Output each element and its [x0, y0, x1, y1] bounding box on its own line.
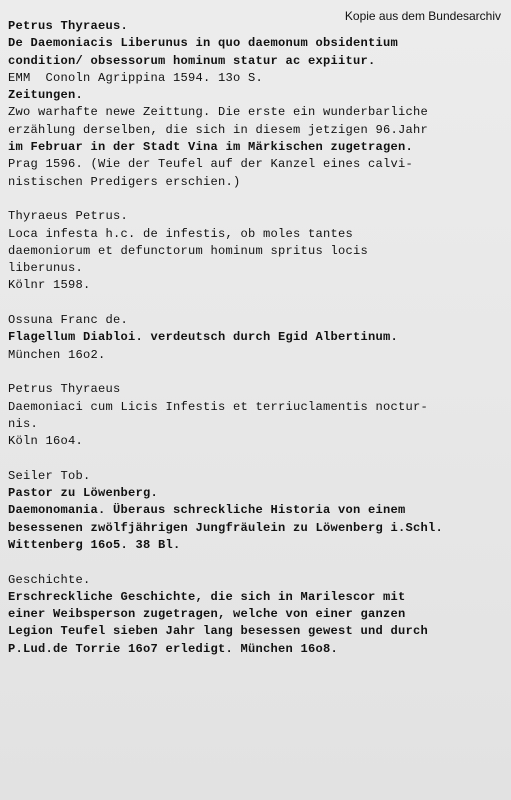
- entry-line: De Daemoniacis Liberunus in quo daemonum obsidentium: [8, 36, 398, 51]
- bibliography-entry: [8, 18, 504, 191]
- bibliography-entry: [8, 468, 504, 554]
- entry-line: Pastor zu Löwenberg.: [8, 486, 158, 501]
- entry-gap: [8, 554, 504, 571]
- entry-line: Zeitungen.: [8, 88, 83, 103]
- entry-line: Flagellum Diabloi. verdeutsch durch Egid Albertinum.: [8, 330, 398, 345]
- entry-line: Zwo warhafte newe Zeittung. Die erste ein wunderbarliche: [8, 105, 428, 120]
- entry-line: nis.: [8, 416, 38, 431]
- entry-line: Legion Teufel sieben Jahr lang besessen gewest und durch: [8, 624, 428, 639]
- entry-line: Loca infesta h.c. de infestis, ob moles tantes: [8, 226, 353, 241]
- entry-line: München 16o2.: [8, 347, 106, 362]
- entry-line: liberunus.: [8, 261, 83, 276]
- bibliography-entry: [8, 208, 504, 294]
- entry-line: im Februar in der Stadt Vina im Märkischen zugetragen.: [8, 140, 413, 155]
- entry-line: condition/ obsessorum hominum statur ac expiitur.: [8, 53, 376, 68]
- entry-line: Seiler Tob.: [8, 468, 91, 483]
- entry-line: Geschichte.: [8, 572, 91, 587]
- entry-line: Thyraeus Petrus.: [8, 209, 128, 224]
- entry-line: Kölnr 1598.: [8, 278, 91, 293]
- archive-copy-note: Kopie aus dem Bundesarchiv: [344, 9, 501, 23]
- entry-line: Petrus Thyraeus.: [8, 19, 128, 33]
- entry-line: EMM Conoln Agrippina 1594. 13o S.: [8, 70, 263, 85]
- entry-gap: [8, 450, 504, 467]
- entry-line: Daemonomania. Überaus schreckliche Historia von einem: [8, 503, 406, 518]
- entry-line: Petrus Thyraeus: [8, 382, 121, 397]
- entry-gap: [8, 295, 504, 312]
- entry-line: erzählung derselben, die sich in diesem jetzigen 96.Jahr: [8, 122, 428, 137]
- entry-line: besessenen zwölfjährigen Jungfräulein zu Löwenberg i.Schl.: [8, 520, 443, 535]
- bibliography-entry: [8, 312, 504, 364]
- bibliography-entry: [8, 381, 504, 450]
- entry-line: Erschreckliche Geschichte, die sich in Marilescor mit: [8, 589, 406, 604]
- entry-line: Ossuna Franc de.: [8, 313, 128, 328]
- bibliography-list: [8, 18, 504, 658]
- entry-line: P.Lud.de Torrie 16o7 erledigt. München 16o8.: [8, 641, 338, 656]
- entry-line: Prag 1596. (Wie der Teufel auf der Kanzel eines calvi-: [8, 157, 413, 172]
- entry-line: Köln 16o4.: [8, 434, 83, 449]
- entry-gap: [8, 364, 504, 381]
- entry-gap: [8, 191, 504, 208]
- entry-line: daemoniorum et defunctorum hominum spritus locis: [8, 243, 368, 258]
- entry-line: einer Weibsperson zugetragen, welche von einer ganzen: [8, 607, 406, 622]
- entry-line: Daemoniaci cum Licis Infestis et terriuclamentis noctur-: [8, 399, 428, 414]
- bibliography-entry: [8, 572, 504, 658]
- entry-line: Wittenberg 16o5. 38 Bl.: [8, 537, 181, 552]
- entry-line: nistischen Predigers erschien.): [8, 174, 241, 189]
